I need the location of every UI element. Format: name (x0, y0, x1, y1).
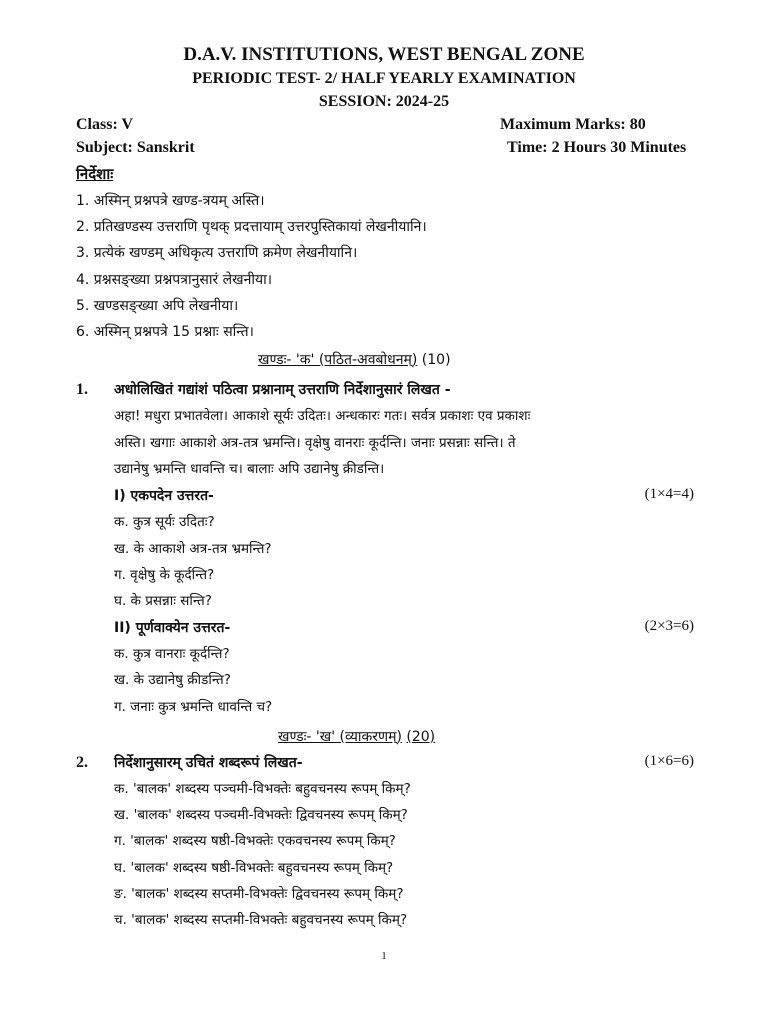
question-marks: (1×6=6) (644, 753, 694, 769)
school-name: D.A.V. INSTITUTIONS, WEST BENGAL ZONE (183, 44, 585, 65)
sub-question: ख. के आकाशे अत्र-तत्र भ्रमन्ति? (114, 541, 272, 557)
sub-question: ख. के उद्यानेषु क्रीडन्ति? (114, 672, 231, 688)
instruction-item: 2. प्रतिखण्डस्य उत्तराणि पृथक् प्रदत्तायाम् उत्तरपुस्तिकायां लेखनीयानि। (76, 219, 427, 235)
section-a-marks: (10) (421, 352, 451, 368)
instruction-item: 1. अस्मिन् प्रश्नपत्रे खण्ड-त्रयम् अस्ति। (76, 193, 265, 209)
sub-question: ख. 'बालक' शब्दस्य पञ्चमी-विभक्तेः द्विवचनस्य रूपम् किम्? (114, 807, 408, 823)
question-text: अधोलिखितं गद्यांशं पठित्वा प्रश्नानाम् उत्तराणि निर्देशानुसारं लिखत - (114, 382, 451, 398)
section-a-title: खण्डः- 'क' (पठित-अवबोधनम्) (258, 352, 418, 368)
class-label: Class: V (76, 116, 134, 133)
sub-question: ग. जनाः कुत्र भ्रमन्ति धावन्ति च? (114, 699, 273, 715)
passage-line: अहा! मधुरा प्रभातवेला। आकाशे सूर्यः उदितः। अन्धकारः गतः। सर्वत्र प्रकाशः एव प्रकाशः (114, 408, 531, 424)
question-number: 1. (76, 381, 88, 398)
sub-question: क. कुत्र वानराः कूर्दन्ति? (114, 646, 230, 662)
part-label: I) एकपदेन उत्तरत- (114, 488, 214, 504)
sub-question: क. कुत्र सूर्यः उदितः? (114, 514, 215, 530)
sub-question: क. 'बालक' शब्दस्य पञ्चमी-विभक्तेः बहुवचनस्य रूपम् किम्? (114, 781, 411, 797)
time-allowed: Time: 2 Hours 30 Minutes (507, 139, 687, 156)
subject-label: Subject: Sanskrit (76, 139, 195, 156)
sub-question: ङ. 'बालक' शब्दस्य सप्तमी-विभक्तेः द्विवचनस्य रूपम् किम्? (114, 886, 404, 902)
passage-line: उद्यानेषु भ्रमन्ति धावन्ति च। बालाः अपि उद्यानेषु क्रीडन्ति। (114, 461, 385, 477)
question-number: 2. (76, 754, 88, 771)
section-b-heading (278, 727, 435, 746)
section-b-title: खण्डः- 'ख' (व्याकरणम्) (278, 729, 402, 745)
instruction-item: 3. प्रत्येकं खण्डम् अधिकृत्य उत्तराणि क्रमेण लेखनीयानि। (76, 245, 358, 261)
instruction-item: 6. अस्मिन् प्रश्नपत्रे 15 प्रश्नाः सन्ति। (76, 324, 254, 340)
sub-question: घ. के प्रसन्नाः सन्ति? (114, 593, 212, 609)
max-marks: Maximum Marks: 80 (500, 116, 646, 133)
part-label: II) पूर्णवाक्येन उत्तरत- (114, 620, 231, 636)
sub-question: ग. वृक्षेषु के कूर्दन्ति? (114, 567, 215, 583)
part-marks: (1×4=4) (644, 486, 694, 502)
part-marks: (2×3=6) (644, 618, 694, 634)
section-b-marks: (20) (406, 729, 436, 745)
section-a-heading (258, 350, 451, 369)
session: SESSION: 2024-25 (318, 93, 450, 110)
sub-question: घ. 'बालक' शब्दस्य षष्ठी-विभक्तेः बहुवचनस्य रूपम् किम्? (114, 860, 394, 876)
instruction-item: 4. प्रश्नसङ्ख्या प्रश्नपत्रानुसारं लेखनीया। (76, 272, 273, 288)
instruction-item: 5. खण्डसङ्ख्या अपि लेखनीया। (76, 298, 239, 314)
instructions-title: निर्देशाः (76, 165, 114, 183)
question-text: निर्देशानुसारम् उचितं शब्दरूपं लिखत- (114, 755, 303, 771)
exam-title: PERIODIC TEST- 2/ HALF YEARLY EXAMINATION (192, 70, 576, 87)
passage-line: अस्ति। खगाः आकाशे अत्र-तत्र भ्रमन्ति। वृक्षेषु वानराः कूर्दन्ति। जनाः प्रसन्नाः सन्ति। ते (114, 435, 516, 451)
page-number: 1 (381, 950, 387, 962)
sub-question: ग. 'बालक' शब्दस्य षष्ठी-विभक्तेः एकवचनस्य रूपम् किम्? (114, 833, 396, 849)
sub-question: च. 'बालक' शब्दस्य सप्तमी-विभक्तेः बहुवचनस्य रूपम् किम्? (114, 912, 408, 928)
